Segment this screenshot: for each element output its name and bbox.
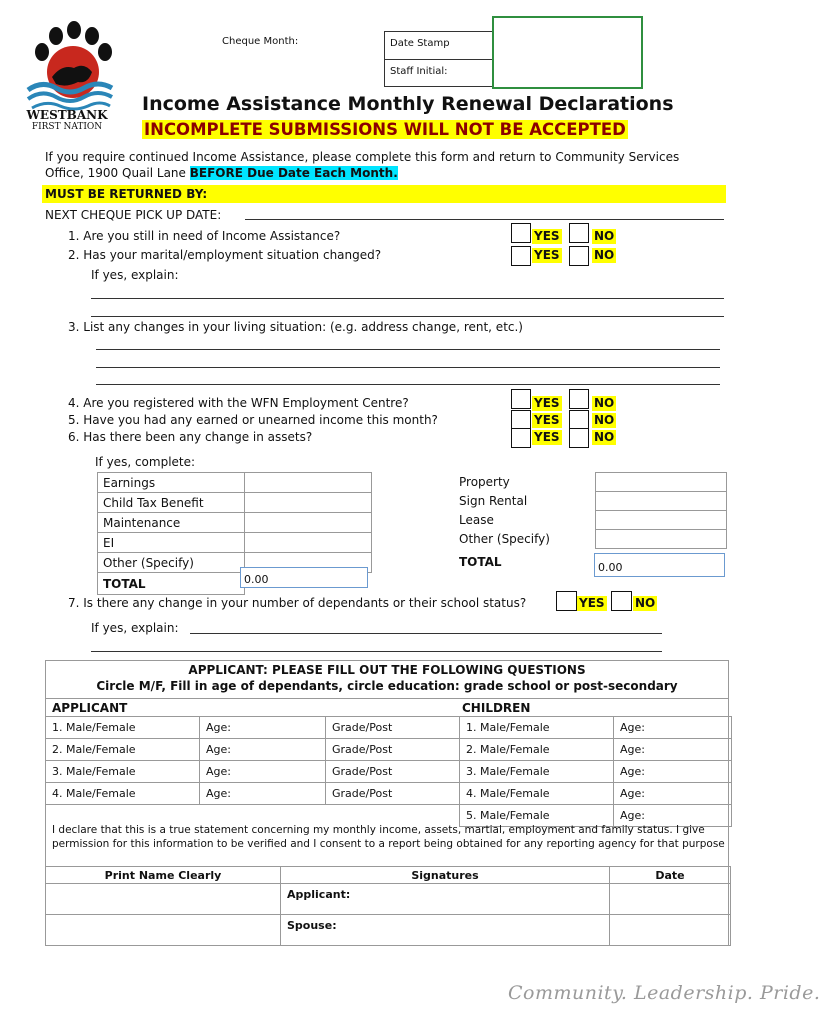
income-label: EI <box>98 533 245 553</box>
q7-no-label: NO <box>635 596 656 610</box>
q1-yes-label: YES <box>534 229 560 243</box>
question-1: 1. Are you still in need of Income Assistance? <box>68 229 341 243</box>
income-row <box>98 513 372 533</box>
if-yes-complete-label: If yes, complete: <box>95 455 196 469</box>
applicant-grade-cell[interactable]: Grade/Post <box>326 761 460 783</box>
question-3: 3. List any changes in your living situation: (e.g. address change, rent, etc.) <box>68 320 523 334</box>
q1-no-checkbox[interactable] <box>569 223 589 243</box>
q7-yes-label: YES <box>579 596 605 610</box>
q6-yes-label: YES <box>534 430 560 444</box>
child-age-cell[interactable]: Age: <box>614 739 732 761</box>
q7-yes-checkbox[interactable] <box>556 591 577 611</box>
child-age-cell[interactable]: Age: <box>614 783 732 805</box>
applicant-column-header: APPLICANT <box>52 701 128 715</box>
asset-label: Property <box>459 475 510 489</box>
q7-explain-line[interactable] <box>190 633 662 634</box>
must-return-banner: MUST BE RETURNED BY: <box>42 185 726 203</box>
applicant-age-cell[interactable]: Age: <box>200 739 326 761</box>
next-cheque-label: NEXT CHEQUE PICK UP DATE: <box>45 208 222 222</box>
child-gender-cell[interactable]: 4. Male/Female <box>460 783 614 805</box>
income-row <box>98 493 372 513</box>
question-7: 7. Is there any change in your number of dependants or their school status? <box>68 596 527 610</box>
q5-no-label: NO <box>594 413 615 427</box>
page-title: Income Assistance Monthly Renewal Declarations <box>142 93 674 115</box>
applicant-age-cell[interactable]: Age: <box>200 783 326 805</box>
q2-no-checkbox[interactable] <box>569 246 589 266</box>
asset-value-field[interactable] <box>596 511 727 530</box>
income-row <box>98 533 372 553</box>
spouse-date-field[interactable] <box>610 915 731 946</box>
q7-explain-line[interactable] <box>91 651 662 652</box>
applicant-heading: APPLICANT: PLEASE FILL OUT THE FOLLOWING QUESTIONS <box>188 663 586 677</box>
question-4: 4. Are you registered with the WFN Employment Centre? <box>68 396 409 410</box>
q4-no-label: NO <box>594 396 615 410</box>
asset-row <box>454 473 727 492</box>
asset-label: Other (Specify) <box>459 532 550 546</box>
signature-table <box>45 866 731 946</box>
spouse-print-name-field[interactable] <box>46 915 281 946</box>
asset-label: Sign Rental <box>459 494 528 508</box>
applicant-grade-cell[interactable]: Grade/Post <box>326 717 460 739</box>
table-row <box>46 739 732 761</box>
staff-initial-label: Staff Initial: <box>390 66 448 77</box>
page-subtitle: INCOMPLETE SUBMISSIONS WILL NOT BE ACCEPTED <box>144 120 626 139</box>
intro-due-date: BEFORE Due Date Each Month. <box>189 166 398 180</box>
q7-no-checkbox[interactable] <box>611 591 632 611</box>
child-gender-cell[interactable]: 5. Male/Female <box>460 805 614 827</box>
date-stamp-field[interactable] <box>384 31 496 87</box>
date-stamp-box[interactable] <box>492 16 643 89</box>
westbank-logo <box>22 22 132 134</box>
q2-explain-line[interactable] <box>91 316 724 317</box>
applicant-grade-cell[interactable]: Grade/Post <box>326 783 460 805</box>
question-5: 5. Have you had any earned or unearned income this month? <box>68 413 438 427</box>
q2-yes-label: YES <box>534 248 560 262</box>
question-2: 2. Has your marital/employment situation changed? <box>68 248 382 262</box>
asset-value-field[interactable] <box>596 473 727 492</box>
q3-line[interactable] <box>96 349 720 350</box>
q5-yes-checkbox[interactable] <box>511 410 531 430</box>
bear-paw-logo-icon <box>22 22 132 114</box>
declaration-text: I declare that this is a true statement concerning my monthly income, assets, martial, employment and family status. I give permission for this information to be verified and I consent to a report being obtained for any reporting agency for that purpose <box>52 824 725 850</box>
q2-explain-line[interactable] <box>91 298 724 299</box>
q6-yes-checkbox[interactable] <box>511 428 531 448</box>
q6-no-label: NO <box>594 430 615 444</box>
print-name-header: Print Name Clearly <box>46 867 281 884</box>
child-age-cell[interactable]: Age: <box>614 805 732 827</box>
applicant-instructions: Circle M/F, Fill in age of dependants, circle education: grade school or post-secondary <box>96 679 678 693</box>
table-row <box>46 783 732 805</box>
intro-line2 <box>45 166 398 180</box>
table-row <box>46 717 732 739</box>
total-label: TOTAL <box>459 554 502 569</box>
total-right-field[interactable]: 0.00 <box>594 553 725 577</box>
q1-yes-checkbox[interactable] <box>511 223 531 243</box>
question-6: 6. Has there been any change in assets? <box>68 430 313 444</box>
asset-value-field[interactable] <box>596 530 727 549</box>
date-stamp-label: Date Stamp <box>390 38 450 49</box>
income-value-field[interactable] <box>245 473 372 493</box>
child-gender-cell[interactable]: 2. Male/Female <box>460 739 614 761</box>
asset-label: Lease <box>459 513 494 527</box>
cheque-month-label: Cheque Month: <box>222 36 299 47</box>
q5-yes-label: YES <box>534 413 560 427</box>
applicant-gender-cell[interactable]: 2. Male/Female <box>46 739 200 761</box>
child-gender-cell[interactable]: 1. Male/Female <box>460 717 614 739</box>
child-gender-cell[interactable]: 3. Male/Female <box>460 761 614 783</box>
total-label: TOTAL <box>98 573 245 595</box>
income-value-field[interactable] <box>245 513 372 533</box>
q5-no-checkbox[interactable] <box>569 410 589 430</box>
q4-yes-checkbox[interactable] <box>511 389 531 409</box>
applicant-age-cell[interactable]: Age: <box>200 717 326 739</box>
income-row <box>98 473 372 493</box>
q3-line[interactable] <box>96 384 720 385</box>
asset-value-field[interactable] <box>596 492 727 511</box>
signature-row <box>46 884 731 915</box>
q4-yes-label: YES <box>534 396 560 410</box>
income-label: Child Tax Benefit <box>98 493 245 513</box>
income-value-field[interactable] <box>245 533 372 553</box>
children-column-header: CHILDREN <box>462 701 531 715</box>
applicant-age-cell[interactable]: Age: <box>200 761 326 783</box>
applicant-date-field[interactable] <box>610 884 731 915</box>
total-left-field[interactable]: 0.00 <box>240 567 368 588</box>
intro-address: Office, 1900 Quail Lane <box>45 166 186 180</box>
signatures-header: Signatures <box>281 867 610 884</box>
logo-name-line2: FIRST NATION <box>31 122 103 132</box>
applicant-gender-cell[interactable]: 4. Male/Female <box>46 783 200 805</box>
applicant-gender-cell[interactable]: 1. Male/Female <box>46 717 200 739</box>
income-label: Maintenance <box>98 513 245 533</box>
q2-no-label: NO <box>594 248 615 262</box>
q1-no-label: NO <box>594 229 615 243</box>
next-cheque-line[interactable] <box>245 219 724 220</box>
q2-yes-checkbox[interactable] <box>511 246 531 266</box>
child-age-cell[interactable]: Age: <box>614 717 732 739</box>
date-header: Date <box>610 867 731 884</box>
applicant-signature-field[interactable]: Applicant: <box>281 884 610 915</box>
asset-row <box>454 530 727 549</box>
income-value-field[interactable] <box>245 493 372 513</box>
q2-explain-label: If yes, explain: <box>91 268 179 282</box>
intro-line1: If you require continued Income Assistance, please complete this form and return to Community Services <box>45 150 680 164</box>
asset-row <box>454 511 727 530</box>
q3-line[interactable] <box>96 367 720 368</box>
signature-header-row <box>46 867 731 884</box>
q4-no-checkbox[interactable] <box>569 389 589 409</box>
asset-row <box>454 492 727 511</box>
table-row <box>46 761 732 783</box>
applicant-print-name-field[interactable] <box>46 884 281 915</box>
applicant-grade-cell[interactable]: Grade/Post <box>326 739 460 761</box>
footer-slogan: Community. Leadership. Pride. <box>508 982 820 1004</box>
signature-row <box>46 915 731 946</box>
child-age-cell[interactable]: Age: <box>614 761 732 783</box>
q7-explain-label: If yes, explain: <box>91 621 179 635</box>
applicant-gender-cell[interactable]: 3. Male/Female <box>46 761 200 783</box>
logo-name-line1: WESTBANK <box>26 108 108 122</box>
income-label: Earnings <box>98 473 245 493</box>
dependants-table <box>45 716 732 827</box>
income-label: Other (Specify) <box>98 553 245 573</box>
q6-no-checkbox[interactable] <box>569 428 589 448</box>
spouse-signature-field[interactable]: Spouse: <box>281 915 610 946</box>
